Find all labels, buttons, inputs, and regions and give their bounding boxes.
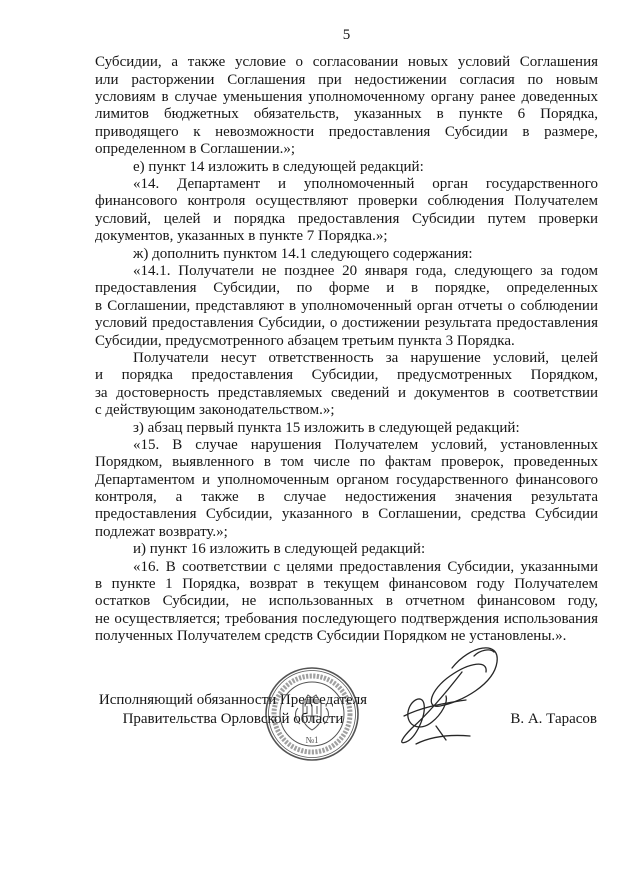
text-line: ж) дополнить пунктом 14.1 следующего содержания: — [133, 245, 473, 262]
paragraph — [95, 176, 598, 246]
text-line: или расторжении Соглашения при недостижении согласия по новым — [95, 71, 598, 88]
document-body — [95, 54, 598, 645]
text-line: полученных Получателем средств Субсидии Порядком не установлены.». — [95, 628, 567, 645]
text-line: контроля, а также в случае недостижения значения результата — [95, 489, 598, 506]
handwritten-signature — [380, 630, 520, 755]
seal-number: №1 — [305, 735, 319, 745]
paragraph — [95, 437, 598, 541]
text-line: условий предоставления Субсидии, о достижении результата предоставления — [95, 315, 598, 332]
text-line: и) пункт 16 изложить в следующей редакций: — [133, 541, 426, 558]
text-line: предоставления Субсидии, указанного в Соглашении, средства Субсидии — [95, 506, 598, 523]
text-line: е) пункт 14 изложить в следующей редакций: — [133, 158, 424, 175]
paragraph — [95, 350, 598, 420]
page-number: 5 — [342, 27, 351, 43]
text-line: Порядком, выявленного в том числе по фактам проверок, проведенных — [95, 454, 598, 471]
text-line: Субсидии, предусмотренного абзацем третьим пункта 3 Порядка. — [95, 332, 515, 349]
text-line: финансового контроля осуществляют проверки соблюдения Получателем — [95, 193, 598, 210]
signatory-position-line: Исполняющий обязанности Председателя — [98, 691, 368, 708]
text-line: Получатели несут ответственность за нарушение условий, целей — [133, 349, 598, 366]
text-line: условий, целей и порядка предоставления Субсидии путем проверки — [95, 210, 598, 227]
text-line: в пункте 1 Порядка, возврат в текущем финансовом году Получателем — [95, 576, 598, 593]
text-line: Департаментом и уполномоченным органом государственного финансового — [95, 471, 598, 488]
text-line: «15. В случае нарушения Получателем условий, установленных — [133, 436, 598, 453]
paragraph — [95, 420, 598, 437]
text-line: не осуществляется; требования последующего подтверждения использования — [95, 610, 598, 627]
text-line: документов, указанных в пункте 7 Порядка.»; — [95, 228, 388, 245]
text-line: предоставления Субсидии, по форме и в порядке, определенных — [95, 280, 598, 297]
text-line: за достоверность представляемых сведений и документов в соответствии — [95, 384, 598, 401]
signatory-position-line: Правительства Орловской области — [122, 710, 344, 727]
official-seal — [262, 664, 362, 764]
seal-emblem-icon — [296, 695, 329, 730]
paragraph — [95, 159, 598, 176]
text-line: с действующим законодательством.»; — [95, 402, 335, 419]
text-line: подлежат возврату.»; — [95, 523, 228, 540]
text-line: и порядка предоставления Субсидии, предусмотренных Порядком, — [95, 367, 598, 384]
text-line: условиям в случае уменьшения уполномоченному органу ранее доведенных — [95, 89, 598, 106]
text-line: Субсидии, а также условие о согласовании новых условий Соглашения — [95, 54, 598, 71]
paragraph — [95, 246, 598, 263]
text-line: «14. Департамент и уполномоченный орган государственного — [133, 176, 598, 193]
paragraph — [95, 559, 598, 646]
paragraph — [95, 263, 598, 350]
signatory-name: В. А. Тарасов — [510, 710, 597, 727]
text-line: «16. В соответствии с целями предоставления Субсидии, указанными — [133, 558, 598, 575]
text-line: остатков Субсидии, не использованных в отчетном финансовом году, — [95, 593, 598, 610]
paragraph — [95, 54, 598, 158]
text-line: определенном в Соглашении.»; — [95, 141, 296, 158]
paragraph — [95, 541, 598, 558]
text-line: лимитов бюджетных обязательств, указанных в пункте 6 Порядка, — [95, 106, 598, 123]
text-line: з) абзац первый пункта 15 изложить в следующей редакций: — [133, 419, 520, 436]
text-line: приводящего к невозможности предоставления Субсидии в размере, — [95, 123, 598, 140]
text-line: «14.1. Получатели не позднее 20 января года, следующего за годом — [133, 262, 598, 279]
text-line: в Соглашении, представляют в уполномоченный орган отчеты о соблюдении — [95, 297, 598, 314]
